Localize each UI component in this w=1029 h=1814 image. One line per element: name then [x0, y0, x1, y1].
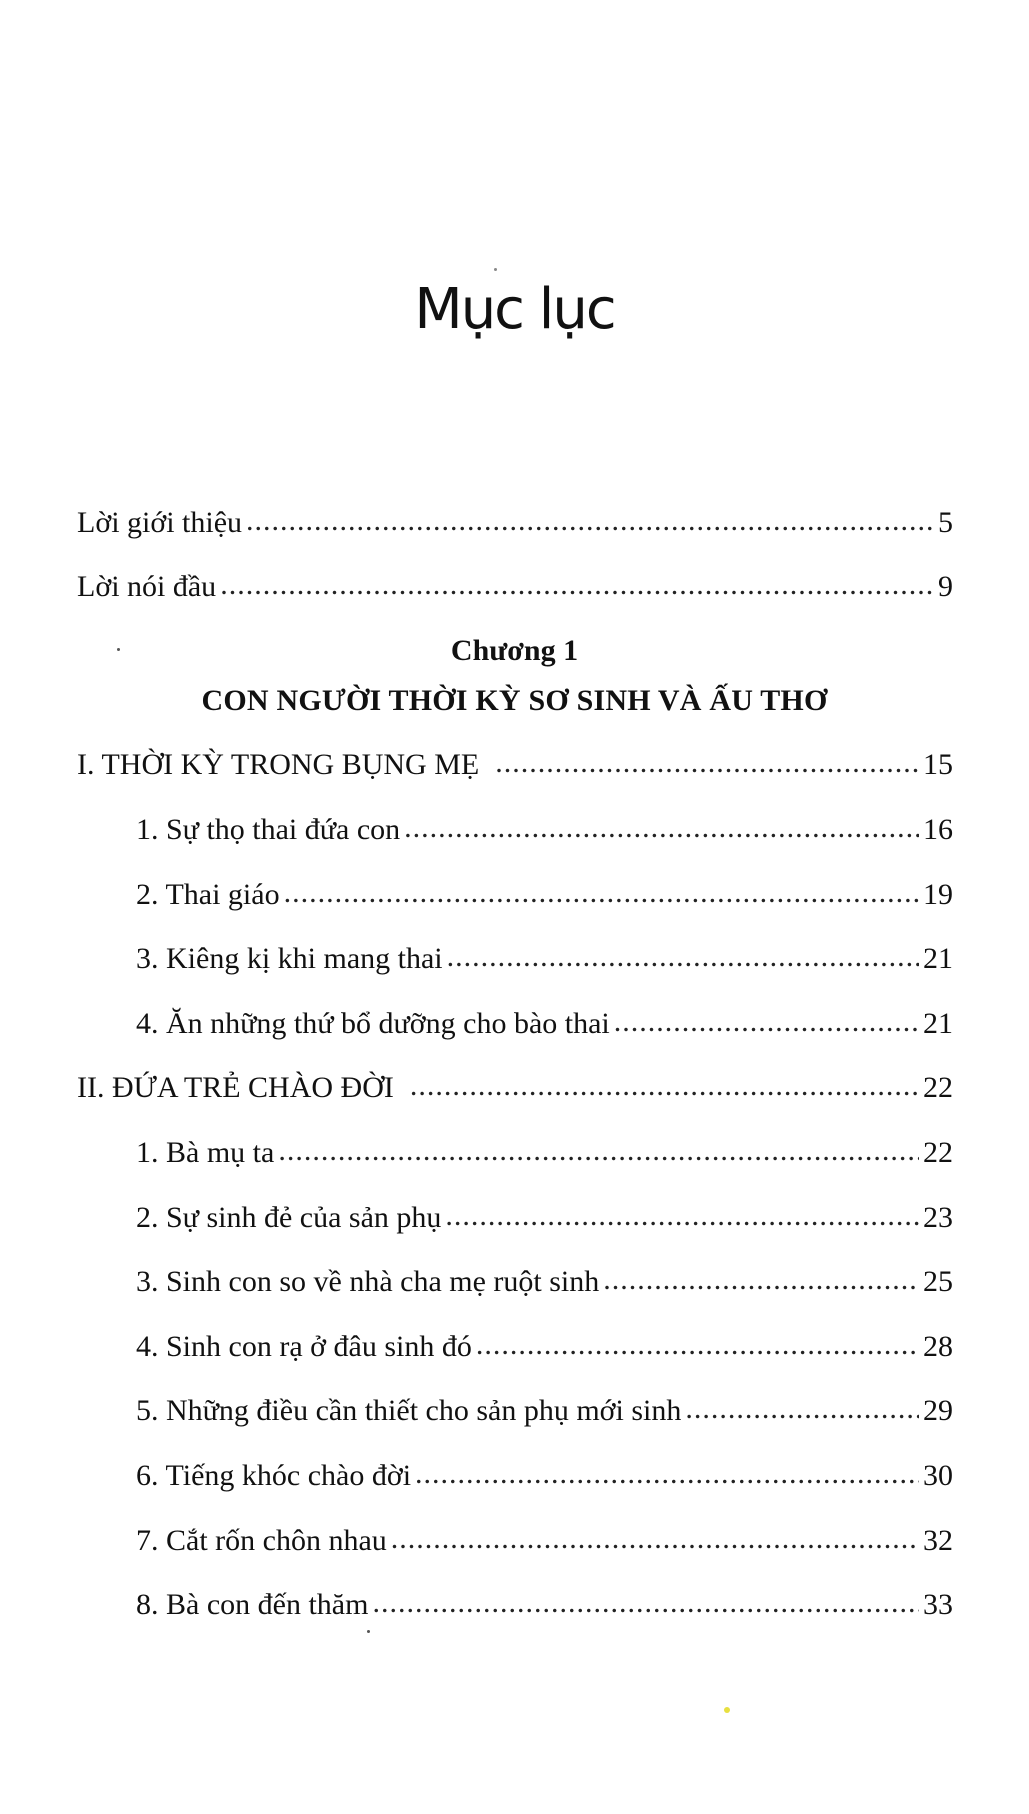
- dot-leader: [372, 1588, 919, 1618]
- toc-entry-label: 1. Bà mụ ta: [136, 1136, 275, 1169]
- dot-leader: [278, 1136, 919, 1166]
- scan-speck: [724, 1707, 730, 1713]
- toc-entry-page: 16: [923, 813, 953, 846]
- toc-entry[interactable]: [136, 1396, 953, 1426]
- toc-entry-page: 5: [938, 506, 953, 539]
- toc-entry-label: 2. Sự sinh đẻ của sản phụ: [136, 1201, 442, 1234]
- scan-speck: [494, 268, 497, 271]
- toc-entry-page: 33: [923, 1588, 953, 1621]
- dot-leader: [495, 748, 919, 778]
- chapter-title: CON NGƯỜI THỜI KỲ SƠ SINH VÀ ẤU THƠ: [201, 684, 828, 717]
- toc-entry[interactable]: [136, 1009, 953, 1039]
- dot-leader: [415, 1459, 919, 1489]
- toc-entry-label: 4. Ăn những thứ bổ dưỡng cho bào thai: [136, 1007, 610, 1040]
- toc-section-1[interactable]: [77, 750, 953, 780]
- toc-entry-page: 21: [923, 942, 953, 975]
- toc-entry[interactable]: [136, 1590, 953, 1620]
- dot-leader: [391, 1524, 919, 1554]
- dot-leader: [447, 942, 919, 972]
- toc-entry[interactable]: [136, 1203, 953, 1233]
- toc-entry-page: 9: [938, 570, 953, 603]
- dot-leader: [246, 506, 934, 536]
- toc-entry-label: 3. Kiêng kị khi mang thai: [136, 942, 443, 975]
- toc-section-label: I. THỜI KỲ TRONG BỤNG MẸ: [77, 748, 480, 781]
- scan-speck: [367, 1630, 370, 1633]
- toc-entry-label: 2. Thai giáo: [136, 878, 280, 911]
- toc-entry-introduction[interactable]: [77, 508, 953, 538]
- toc-entry-page: 29: [923, 1394, 953, 1427]
- scan-speck: [117, 648, 120, 651]
- toc-entry-page: 32: [923, 1524, 953, 1557]
- dot-leader: [476, 1330, 919, 1360]
- toc-entry-page: 19: [923, 878, 953, 911]
- toc-entry-preface[interactable]: [77, 572, 953, 602]
- toc-entry[interactable]: [136, 1526, 953, 1556]
- dot-leader: [603, 1265, 919, 1295]
- dot-leader: [220, 570, 934, 600]
- toc-entry[interactable]: [136, 815, 953, 845]
- toc-entry-page: 23: [923, 1201, 953, 1234]
- toc-entry-page: 22: [923, 1136, 953, 1169]
- toc-entry[interactable]: [136, 1138, 953, 1168]
- dot-leader: [404, 813, 919, 843]
- dot-leader: [685, 1394, 919, 1424]
- toc-entry[interactable]: [136, 1267, 953, 1297]
- toc-entry-page: 28: [923, 1330, 953, 1363]
- toc-entry-page: 30: [923, 1459, 953, 1492]
- toc-entry-page: 21: [923, 1007, 953, 1040]
- toc-section-label: II. ĐỨA TRẺ CHÀO ĐỜI: [77, 1071, 394, 1104]
- toc-entry-label: 8. Bà con đến thăm: [136, 1588, 369, 1621]
- toc-entry-page: 25: [923, 1265, 953, 1298]
- page-title: Mục lục: [414, 277, 615, 342]
- chapter-number: Chương 1: [450, 634, 579, 667]
- toc-entry-label: Lời nói đầu: [77, 570, 217, 603]
- toc-entry[interactable]: [136, 1461, 953, 1491]
- toc-entry-label: 4. Sinh con rạ ở đâu sinh đó: [136, 1330, 472, 1363]
- dot-leader: [445, 1201, 919, 1231]
- toc-entry-label: Lời giới thiệu: [77, 506, 243, 539]
- toc-entry-label: 6. Tiếng khóc chào đời: [136, 1459, 412, 1492]
- toc-entry-label: 5. Những điều cần thiết cho sản phụ mới sinh: [136, 1394, 682, 1427]
- toc-entry[interactable]: [136, 944, 953, 974]
- dot-leader: [614, 1007, 919, 1037]
- toc-entry[interactable]: [136, 1332, 953, 1362]
- toc-entry[interactable]: [136, 880, 953, 910]
- toc-section-page: 15: [923, 748, 953, 781]
- toc-section-2[interactable]: [77, 1073, 953, 1103]
- dot-leader: [410, 1071, 919, 1101]
- dot-leader: [284, 878, 919, 908]
- toc-section-page: 22: [923, 1071, 953, 1104]
- toc-entry-label: 7. Cắt rốn chôn nhau: [136, 1524, 387, 1557]
- toc-entry-label: 1. Sự thọ thai đứa con: [136, 813, 401, 846]
- toc-entry-label: 3. Sinh con so về nhà cha mẹ ruột sinh: [136, 1265, 600, 1298]
